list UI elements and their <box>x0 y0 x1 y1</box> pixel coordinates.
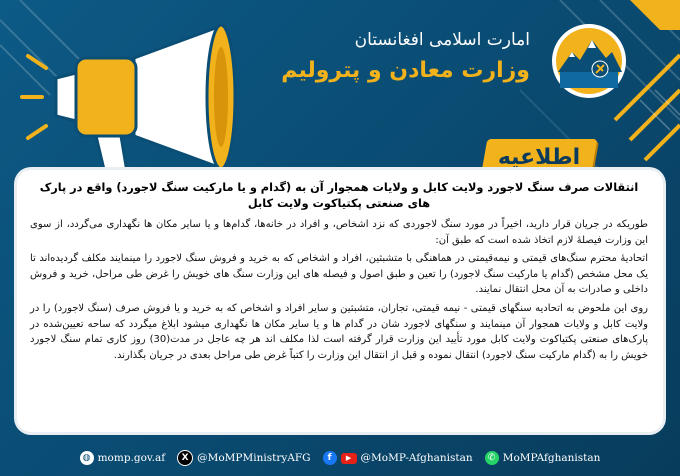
footer-whatsapp[interactable] <box>485 451 601 465</box>
x-icon: X <box>177 450 193 466</box>
facebook-icon: f <box>323 451 337 465</box>
header <box>0 0 680 150</box>
paragraph-directive: روی این ملحوض به اتحادیه سنگهای قیمتی - نیمه قیمتی، تجاران، متشبثین و سایر افراد و اشخاص که به خرید و یا فروش صرف (سنگ لاجورد) را در ولایت کابل و ولایات همجوار آن مینمایند و سنگهای لاجورد شان در گدام ها و یا سایر مکان ها نگهداری میشود ابلاغ میگردد که ساحه تعیین‌شده در پارک‌های صنعتی پکتیاکوت ولایت کابل مورد تأیید این وزارت قرار گرفته است لذا مکلف اند هر چه عاجل در مدت(30) روز کاری تمام سنگ لاجورد خویش را به (گدام مارکیت سنگ لاجورد) انتقال نموده و قبل از انتقال این وزارت را کتباً غرض طی مراحل بعدی در جریان بگذارند. <box>30 302 648 361</box>
youtube-icon: ▶ <box>341 453 357 464</box>
organization-name: امارت اسلامی افغانستان <box>354 30 530 50</box>
youtube-handle[interactable]: @MoMP-Afghanistan <box>360 452 473 464</box>
whatsapp-icon: ✆ <box>485 451 499 465</box>
whatsapp-handle[interactable]: MoMPAfghanistan <box>502 452 601 464</box>
x-handle[interactable]: @MoMPMinistryAFG <box>197 452 311 464</box>
paragraph-intro: طوریکه در جریان قرار دارید، اخیراً در مورد سنگ لاجوردی که نزد اشخاص، و افراد در خانه‌ها، گدام‌ها و یا سایر مکان ها نگهداری می‌گردد، از سوی این وزارت فیصلهٔ لازم اتخاذ شده است که طبق آن: <box>30 219 648 246</box>
website-link[interactable]: momp.gov.af <box>97 452 166 464</box>
ministry-logo-icon <box>550 22 628 100</box>
announcement-title: انتقالات صرف سنگ لاجورد ولایت کابل و ولایات همجوار آن به (گدام و یا مارکیت سنگ لاجورد) واقع در پارک های صنعتی پکتیاکوت ولایت کابل <box>39 181 639 210</box>
paragraph-union: اتحادیهٔ محترم سنگ‌های قیمتی و نیمه‌قیمتی در هماهنگی با متشبثین، افراد و اشخاص که به خرید و فروش سنگ لاجورد را مینمایند مکلف گردیده‌اند تا یک محل مشخص (گدام یا مارکیت سنگ لاجورد) را تعین و طبق اصول و فیصله های این وزارت سنگ های خویش را غرض طی مراحل، خرید و فروش داخلی و صادرات به آن محل انتقال نمایند. <box>30 253 648 296</box>
footer-social-bar <box>0 440 680 476</box>
notice-label: اطلاعیه <box>497 145 581 170</box>
footer-website[interactable] <box>80 451 166 465</box>
ministry-name: وزارت معادن و پترولیم <box>281 58 530 83</box>
footer-youtube[interactable] <box>323 451 473 465</box>
announcement-content <box>30 180 648 366</box>
globe-icon: ◍ <box>80 451 94 465</box>
footer-x[interactable] <box>177 450 310 466</box>
megaphone-icon <box>16 18 246 193</box>
